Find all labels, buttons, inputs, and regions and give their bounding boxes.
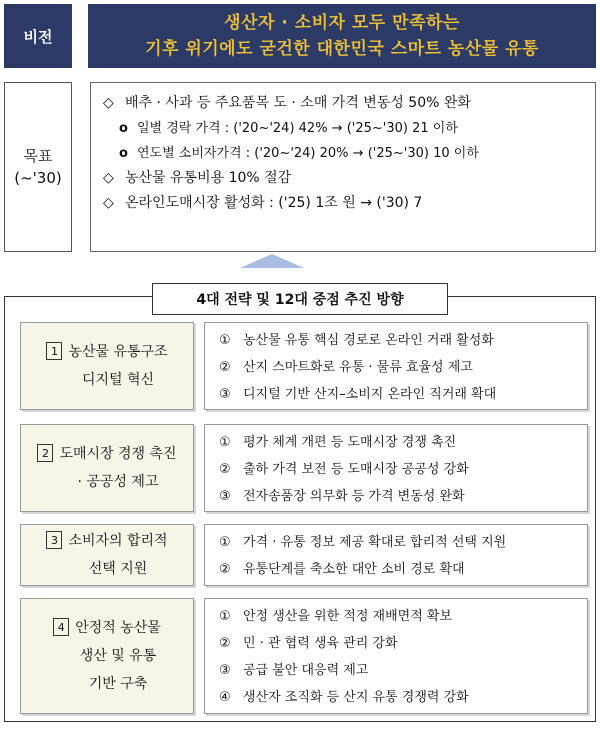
strategy-line: 안정적 농산물 xyxy=(75,620,161,636)
list-item xyxy=(219,630,587,657)
list-item xyxy=(219,556,587,583)
up-arrow-icon xyxy=(240,254,304,268)
list-item xyxy=(219,483,587,510)
strategy-number: 3 xyxy=(46,531,62,549)
strategy-number: 2 xyxy=(37,444,53,462)
item-number: ② xyxy=(219,562,231,577)
list-item xyxy=(219,529,587,556)
strategy-number: 4 xyxy=(53,618,69,636)
diamond-bullet-icon: ◇ xyxy=(103,195,114,211)
vision-label: 비전 xyxy=(4,4,72,68)
item-number: ② xyxy=(219,462,231,477)
strategy-items-1 xyxy=(204,322,588,410)
goal-text: 온라인도매시장 활성화 : ('25) 1조 원 → ('30) 7 xyxy=(125,195,423,211)
item-number: ③ xyxy=(219,387,231,402)
strategy-text xyxy=(68,527,167,583)
vision-line-2: 기후 위기에도 굳건한 대한민국 스마트 농산물 유통 xyxy=(145,39,539,59)
item-text: 산지 스마트화로 유통 · 물류 효율성 제고 xyxy=(243,360,473,375)
item-text: 전자송품장 의무화 등 가격 변동성 완화 xyxy=(243,489,465,504)
list-item xyxy=(219,381,587,408)
strategy-line: 디지털 혁신 xyxy=(81,372,155,388)
goal-item xyxy=(103,91,589,116)
item-number: ④ xyxy=(219,690,231,705)
item-number: ① xyxy=(219,609,231,624)
goal-text: 연도별 소비자가격 : ('20~'24) 20% → ('25~'30) 10 이하 xyxy=(137,146,479,161)
list-item xyxy=(219,657,587,684)
strategy-box-2 xyxy=(20,424,194,512)
goal-label-period: (~'30) xyxy=(14,169,62,187)
goal-text: 배추 · 사과 등 주요품목 도 · 소매 가격 변동성 50% 완화 xyxy=(125,95,471,111)
vision-box xyxy=(88,4,596,68)
goal-item xyxy=(103,191,589,216)
item-text: 디지털 기반 산지–소비지 온라인 직거래 확대 xyxy=(243,387,497,402)
item-text: 출하 가격 보전 등 도매시장 공공성 강화 xyxy=(243,462,469,477)
strategy-line: 소비자의 합리적 xyxy=(68,533,168,549)
strategy-items-3 xyxy=(204,524,588,586)
diamond-bullet-icon: ◇ xyxy=(103,95,114,111)
item-text: 농산물 유통 핵심 경로로 온라인 거래 활성화 xyxy=(243,333,494,348)
strategy-box-1 xyxy=(20,322,194,410)
item-number: ③ xyxy=(219,663,231,678)
list-item xyxy=(219,429,587,456)
goal-label xyxy=(4,82,72,252)
item-text: 평가 체계 개편 등 도매시장 경쟁 촉진 xyxy=(243,435,457,450)
list-item xyxy=(219,327,587,354)
item-number: ① xyxy=(219,333,231,348)
strategy-items-2 xyxy=(204,424,588,512)
item-text: 생산자 조직화 등 산지 유통 경쟁력 강화 xyxy=(243,690,469,705)
circle-bullet-icon: o xyxy=(119,146,128,161)
strategy-line: 생산 및 유통 xyxy=(79,648,157,664)
strategy-box-4 xyxy=(20,598,194,714)
list-item xyxy=(219,603,587,630)
item-text: 민 · 관 협력 생육 관리 강화 xyxy=(243,636,398,651)
strategy-box-3 xyxy=(20,524,194,586)
list-item xyxy=(219,684,587,711)
strategy-title: 4대 전략 및 12대 중점 추진 방향 xyxy=(152,283,448,315)
diamond-bullet-icon: ◇ xyxy=(103,170,114,186)
item-number: ① xyxy=(219,535,231,550)
strategy-line: 선택 지원 xyxy=(88,561,148,577)
circle-bullet-icon: o xyxy=(119,121,128,136)
list-item xyxy=(219,354,587,381)
item-text: 유통단계를 축소한 대안 소비 경로 확대 xyxy=(243,562,465,577)
strategy-line: 기반 구축 xyxy=(88,676,148,692)
vision-line-1: 생산자 · 소비자 모두 만족하는 xyxy=(224,13,460,33)
goal-item xyxy=(103,166,589,191)
strategy-line: · 공공성 제고 xyxy=(77,474,159,490)
strategy-text xyxy=(75,614,161,698)
goal-text: 농산물 유통비용 10% 절감 xyxy=(125,170,292,186)
item-text: 가격 · 유통 정보 제공 확대로 합리적 선택 지원 xyxy=(243,535,507,550)
item-number: ② xyxy=(219,636,231,651)
goal-subitem xyxy=(103,116,589,141)
goal-text: 일별 경락 가격 : ('20~'24) 42% → ('25~'30) 21 이하 xyxy=(137,121,458,136)
goal-subitem xyxy=(103,141,589,166)
item-number: ① xyxy=(219,435,231,450)
item-number: ③ xyxy=(219,489,231,504)
strategy-line: 도매시장 경쟁 촉진 xyxy=(59,446,177,462)
strategy-line: 농산물 유통구조 xyxy=(68,344,168,360)
item-text: 공급 불안 대응력 제고 xyxy=(243,663,369,678)
strategy-items-4 xyxy=(204,598,588,714)
goal-box xyxy=(90,82,596,252)
item-text: 안정 생산을 위한 적정 재배면적 확보 xyxy=(243,609,453,624)
list-item xyxy=(219,456,587,483)
strategy-text xyxy=(68,338,167,394)
strategy-text xyxy=(59,440,176,496)
strategy-number: 1 xyxy=(46,342,62,360)
goal-label-title: 목표 xyxy=(23,147,53,165)
item-number: ② xyxy=(219,360,231,375)
